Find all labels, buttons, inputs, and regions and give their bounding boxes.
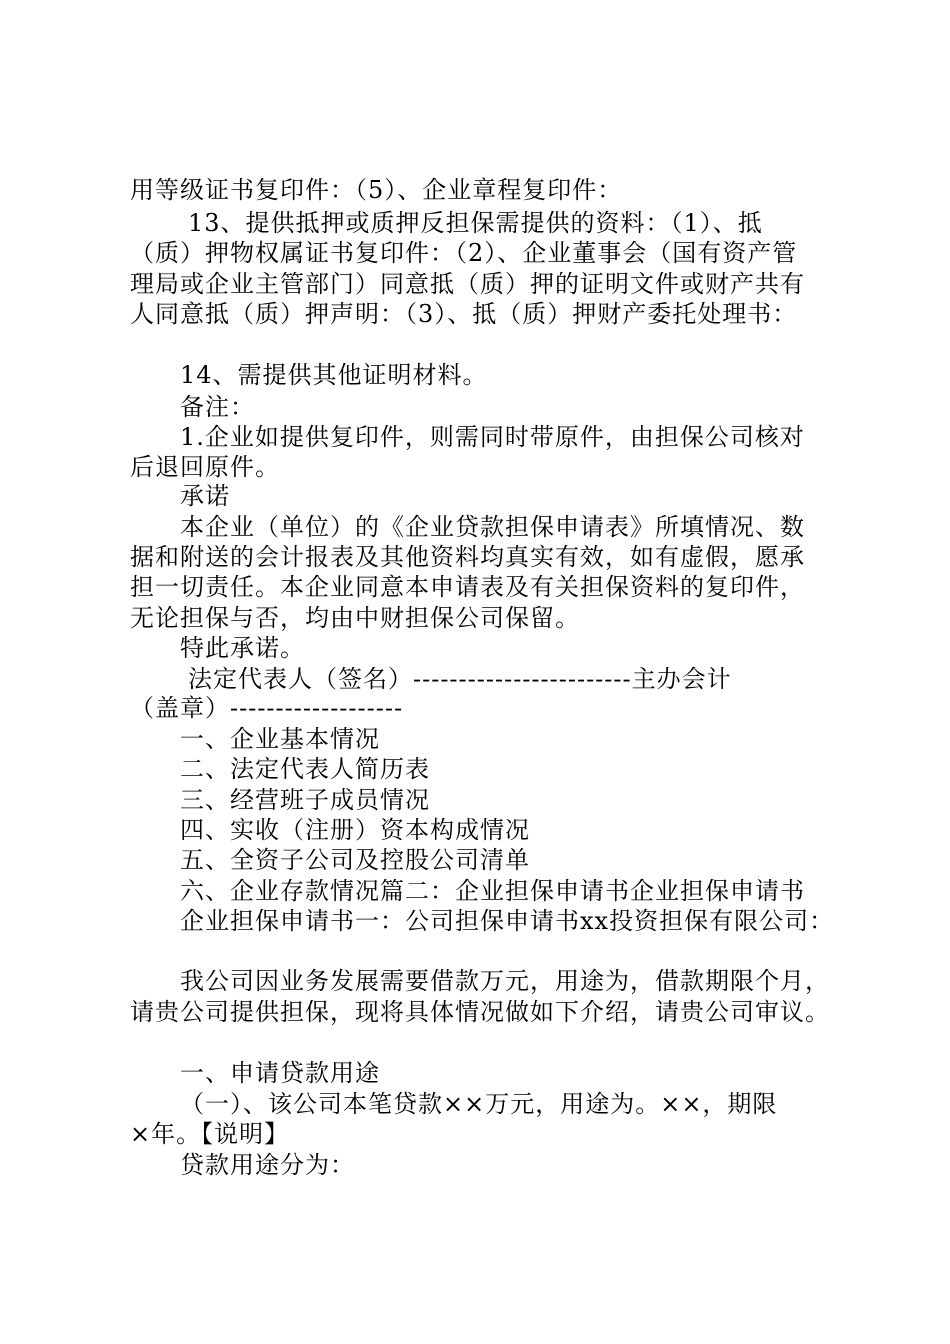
text-line: 企业担保申请书一：公司担保申请书xx投资担保有限公司： [180,907,835,935]
text-line: 人同意抵（质）押声明：（3）、抵（质）押财产委托处理书： [130,300,798,328]
text-line: 我公司因业务发展需要借款万元，用途为，借款期限个月， [180,967,830,995]
list-item: 四、实收（注册）资本构成情况 [180,816,530,844]
text-line: （一）、该公司本笔贷款××万元，用途为。××，期限 [180,1090,778,1118]
text-line: 14、需提供其他证明材料。 [180,361,488,389]
signature-line: 法定代表人（签名）------------------------主办会计 [188,665,732,693]
text-line: （质）押物权属证书复印件：（2）、企业董事会（国有资产管 [130,239,798,267]
text-line: 特此承诺。 [180,634,305,662]
text-line: 担一切责任。本企业同意本申请表及有关担保资料的复印件， [130,573,805,601]
text-line: 据和附送的会计报表及其他资料均真实有效，如有虚假，愿承 [130,543,805,571]
text-line: 请贵公司提供担保，现将具体情况做如下介绍，请贵公司审议。 [130,998,830,1026]
text-line: 无论担保与否，均由中财担保公司保留。 [130,604,580,632]
text-line: 后退回原件。 [130,453,280,481]
text-line: 理局或企业主管部门）同意抵（质）押的证明文件或财产共有 [130,270,805,298]
text-line: 承诺 [180,482,230,510]
text-line: 1.企业如提供复印件，则需同时带原件，由担保公司核对 [180,423,805,451]
text-line: ×年。【说明】 [130,1120,290,1148]
list-item: 五、全资子公司及控股公司清单 [180,846,530,874]
text-line: 本企业（单位）的《企业贷款担保申请表》所填情况、数 [180,513,805,541]
text-line: 用等级证书复印件：（5）、企业章程复印件： [130,176,623,204]
list-item: 三、经营班子成员情况 [180,786,430,814]
list-item: 六、企业存款情况篇二：企业担保申请书企业担保申请书 [180,877,805,905]
text-line: 13、提供抵押或质押反担保需提供的资料：（1）、抵 [188,209,763,237]
list-item: 二、法定代表人简历表 [180,755,430,783]
text-line: 备注： [180,393,255,421]
text-line: 贷款用途分为： [180,1151,355,1179]
list-item: 一、企业基本情况 [180,725,380,753]
signature-line: （盖章）------------------- [130,694,404,722]
section-heading: 一、申请贷款用途 [180,1059,380,1087]
